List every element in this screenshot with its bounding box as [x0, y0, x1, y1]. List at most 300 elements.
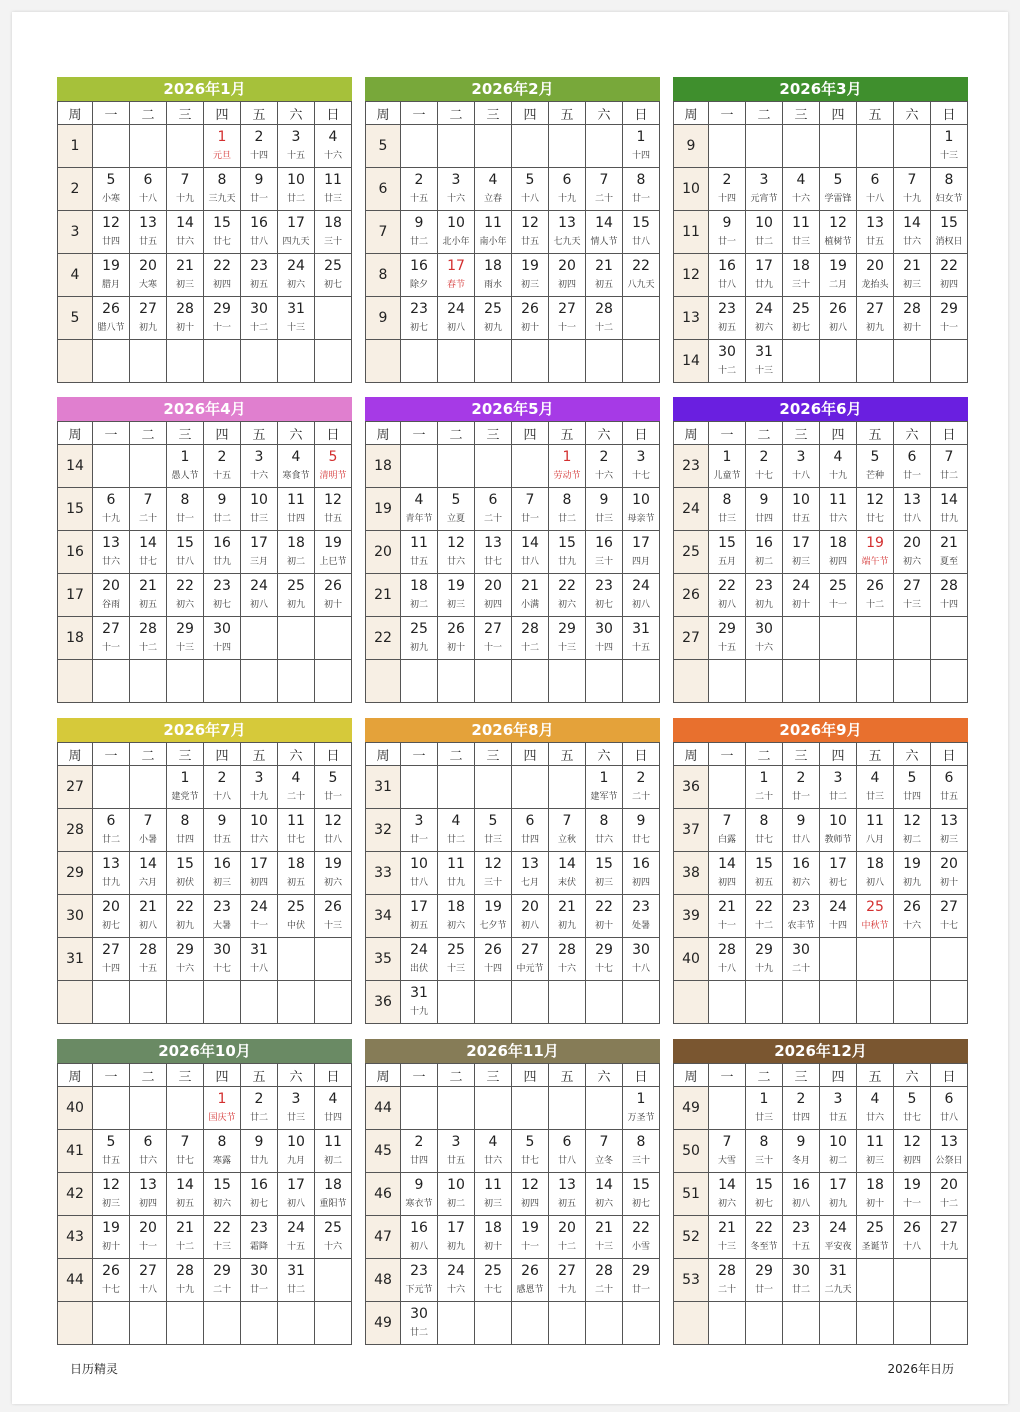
day-number: 23 — [632, 899, 650, 915]
week-row — [58, 297, 352, 340]
lunar-label: 廿七 — [483, 557, 502, 567]
day-number: 16 — [410, 258, 428, 274]
empty-day-cell — [401, 1087, 438, 1130]
day-cell — [746, 297, 783, 340]
week-row — [58, 766, 352, 809]
week-row — [366, 1259, 660, 1302]
day-number: 9 — [217, 813, 227, 829]
day-number: 10 — [250, 492, 268, 508]
day-number: 3 — [254, 449, 264, 465]
day-number: 23 — [250, 258, 268, 274]
day-cell — [820, 297, 857, 340]
lunar-label: 廿六 — [594, 835, 613, 845]
day-number: 23 — [718, 301, 736, 317]
day-cell — [783, 1173, 820, 1216]
day-cell — [93, 617, 130, 660]
lunar-label: 二十 — [791, 964, 810, 974]
empty-day-cell — [278, 938, 315, 981]
day-number: 21 — [903, 258, 921, 274]
empty-day-cell — [549, 981, 586, 1024]
lunar-label: 大雪 — [717, 1156, 736, 1166]
day-number: 5 — [451, 492, 461, 508]
day-number: 8 — [180, 492, 190, 508]
weekday-header: 三 — [167, 422, 204, 445]
day-number: 13 — [102, 535, 120, 551]
day-cell — [93, 1130, 130, 1173]
lunar-label: 初六 — [791, 878, 810, 888]
day-number: 11 — [287, 813, 305, 829]
empty-day-cell — [204, 340, 241, 383]
lunar-label: 南小年 — [479, 237, 507, 247]
day-number: 4 — [488, 1134, 498, 1150]
lunar-label: 廿六 — [483, 1156, 502, 1166]
lunar-label: 十八 — [631, 964, 650, 974]
day-cell — [241, 766, 278, 809]
day-cell — [167, 211, 204, 254]
lunar-label: 十八 — [717, 964, 736, 974]
day-number: 12 — [866, 492, 884, 508]
day-cell — [401, 254, 438, 297]
day-cell — [93, 574, 130, 617]
lunar-label: 廿八 — [791, 835, 810, 845]
lunar-label: 二十 — [631, 792, 650, 802]
day-number: 25 — [287, 899, 305, 915]
day-number: 26 — [903, 1220, 921, 1236]
empty-day-cell — [93, 660, 130, 703]
day-number: 2 — [414, 1134, 424, 1150]
empty-day-cell — [623, 981, 660, 1024]
lunar-label: 十九 — [557, 194, 576, 204]
day-cell — [130, 1259, 167, 1302]
empty-day-cell — [709, 660, 746, 703]
day-number: 13 — [558, 215, 576, 231]
day-number: 2 — [217, 770, 227, 786]
day-cell — [746, 574, 783, 617]
lunar-label: 十一 — [939, 323, 958, 333]
day-cell — [931, 766, 968, 809]
lunar-label: 初九 — [409, 643, 428, 653]
week-row — [366, 1173, 660, 1216]
lunar-label: 七月 — [520, 878, 539, 888]
week-row — [674, 531, 968, 574]
day-number: 17 — [829, 856, 847, 872]
day-cell — [746, 938, 783, 981]
lunar-label: 廿二 — [409, 237, 428, 247]
lunar-label: 消权日 — [935, 237, 963, 247]
empty-day-cell — [93, 981, 130, 1024]
empty-day-cell — [512, 125, 549, 168]
lunar-label: 十五 — [286, 151, 305, 161]
empty-day-cell — [857, 1302, 894, 1345]
week-number: 44 — [58, 1259, 93, 1302]
day-number: 25 — [324, 258, 342, 274]
day-cell — [475, 488, 512, 531]
weekday-header: 六 — [586, 743, 623, 766]
month-block — [57, 77, 352, 383]
day-cell — [512, 617, 549, 660]
empty-day-cell — [93, 1087, 130, 1130]
weekday-header: 三 — [783, 102, 820, 125]
day-number: 23 — [792, 1220, 810, 1236]
day-number: 24 — [792, 578, 810, 594]
lunar-label: 谷雨 — [101, 600, 120, 610]
lunar-label: 廿九 — [101, 878, 120, 888]
lunar-label: 初八 — [791, 1199, 810, 1209]
day-number: 4 — [870, 1091, 880, 1107]
day-number: 10 — [829, 813, 847, 829]
lunar-label: 廿三 — [791, 237, 810, 247]
day-cell — [857, 297, 894, 340]
day-cell — [278, 1216, 315, 1259]
day-cell — [93, 211, 130, 254]
day-cell — [278, 488, 315, 531]
day-number: 1 — [759, 770, 769, 786]
day-cell — [783, 211, 820, 254]
week-row — [58, 1302, 352, 1345]
day-cell — [401, 1302, 438, 1345]
day-number: 12 — [102, 1177, 120, 1193]
lunar-label: 初八 — [828, 323, 847, 333]
lunar-label: 初七 — [101, 921, 120, 931]
day-cell — [783, 254, 820, 297]
month-table — [57, 1063, 352, 1345]
day-number: 18 — [866, 856, 884, 872]
day-cell — [820, 1216, 857, 1259]
empty-day-cell — [167, 660, 204, 703]
week-row — [674, 895, 968, 938]
lunar-label: 十七 — [594, 964, 613, 974]
lunar-label: 十二 — [939, 1199, 958, 1209]
week-row — [58, 488, 352, 531]
lunar-label: 初九 — [557, 921, 576, 931]
day-cell — [401, 1216, 438, 1259]
day-number: 2 — [217, 449, 227, 465]
weekday-header: 四 — [820, 422, 857, 445]
day-cell — [783, 168, 820, 211]
day-number: 18 — [447, 899, 465, 915]
day-number: 30 — [410, 1306, 428, 1322]
day-cell — [549, 809, 586, 852]
day-cell — [709, 1130, 746, 1173]
weekday-header: 六 — [278, 102, 315, 125]
day-number: 15 — [176, 856, 194, 872]
day-cell — [746, 1259, 783, 1302]
lunar-label: 重阳节 — [319, 1199, 347, 1209]
day-number: 12 — [829, 215, 847, 231]
day-cell — [549, 445, 586, 488]
day-number: 11 — [829, 492, 847, 508]
month-title: 2026年2月 — [365, 77, 660, 101]
lunar-label: 初四 — [557, 280, 576, 290]
day-number: 16 — [213, 535, 231, 551]
weekday-header: 二 — [130, 1064, 167, 1087]
lunar-label: 大暑 — [212, 921, 231, 931]
day-number: 30 — [595, 621, 613, 637]
day-number: 23 — [792, 899, 810, 915]
day-number: 2 — [796, 770, 806, 786]
lunar-label: 初十 — [323, 600, 342, 610]
week-number-header: 周 — [58, 1064, 93, 1087]
weekday-header: 二 — [130, 743, 167, 766]
week-row — [674, 1173, 968, 1216]
weekday-header: 五 — [857, 743, 894, 766]
day-number: 25 — [792, 301, 810, 317]
lunar-label: 十八 — [791, 471, 810, 481]
weekday-header: 一 — [401, 743, 438, 766]
lunar-label: 初七 — [594, 600, 613, 610]
day-cell — [586, 531, 623, 574]
day-number: 26 — [324, 578, 342, 594]
lunar-label: 十九 — [249, 792, 268, 802]
day-cell — [204, 531, 241, 574]
empty-day-cell — [130, 660, 167, 703]
weekday-header: 四 — [820, 1064, 857, 1087]
day-number: 13 — [139, 1177, 157, 1193]
day-number: 5 — [870, 449, 880, 465]
lunar-label: 廿八 — [939, 1113, 958, 1123]
day-number: 7 — [599, 1134, 609, 1150]
week-row — [674, 809, 968, 852]
empty-day-cell — [586, 340, 623, 383]
month-table — [57, 101, 352, 383]
day-number: 25 — [410, 621, 428, 637]
day-number: 25 — [324, 1220, 342, 1236]
day-cell — [709, 574, 746, 617]
day-number: 26 — [521, 301, 539, 317]
week-number: 47 — [366, 1216, 401, 1259]
empty-day-cell — [401, 445, 438, 488]
day-cell — [401, 1130, 438, 1173]
day-number: 22 — [632, 258, 650, 274]
lunar-label: 十二 — [520, 643, 539, 653]
empty-day-cell — [475, 766, 512, 809]
month-title: 2026年7月 — [57, 718, 352, 742]
weekday-header: 日 — [623, 743, 660, 766]
day-cell — [549, 852, 586, 895]
week-number: 49 — [674, 1087, 709, 1130]
lunar-label: 寒衣节 — [405, 1199, 433, 1209]
day-number: 19 — [324, 856, 342, 872]
day-number: 5 — [525, 1134, 535, 1150]
day-cell — [512, 211, 549, 254]
day-number: 13 — [866, 215, 884, 231]
week-number: 26 — [674, 574, 709, 617]
lunar-label: 廿九 — [212, 557, 231, 567]
lunar-label: 廿八 — [631, 237, 650, 247]
week-number — [674, 660, 709, 703]
lunar-label: 廿一 — [249, 194, 268, 204]
week-row — [366, 254, 660, 297]
day-number: 26 — [903, 899, 921, 915]
day-number: 18 — [410, 578, 428, 594]
lunar-label: 初五 — [557, 1199, 576, 1209]
day-number: 16 — [213, 856, 231, 872]
day-cell — [204, 809, 241, 852]
lunar-label: 初九 — [175, 921, 194, 931]
weekday-header: 六 — [894, 422, 931, 445]
lunar-label: 廿五 — [520, 237, 539, 247]
day-cell — [512, 938, 549, 981]
day-number: 16 — [755, 535, 773, 551]
week-number: 7 — [366, 211, 401, 254]
day-number: 3 — [254, 770, 264, 786]
weekday-header: 一 — [401, 1064, 438, 1087]
day-cell — [709, 1259, 746, 1302]
day-number: 21 — [176, 258, 194, 274]
day-cell — [93, 168, 130, 211]
month-block — [57, 718, 352, 1024]
day-number: 14 — [595, 215, 613, 231]
lunar-label: 初三 — [101, 1199, 120, 1209]
day-number: 31 — [755, 344, 773, 360]
day-number: 14 — [139, 535, 157, 551]
lunar-label: 六月 — [138, 878, 157, 888]
footer-brand: 日历精灵 — [70, 1362, 119, 1376]
day-cell — [93, 1216, 130, 1259]
day-cell — [204, 168, 241, 211]
lunar-label: 十六 — [791, 194, 810, 204]
day-cell — [586, 488, 623, 531]
lunar-label: 初三 — [902, 280, 921, 290]
empty-day-cell — [315, 1259, 352, 1302]
lunar-label: 初十 — [520, 323, 539, 333]
day-cell — [278, 168, 315, 211]
day-cell — [746, 211, 783, 254]
day-cell — [315, 211, 352, 254]
lunar-label: 廿五 — [828, 1113, 847, 1123]
lunar-label: 十二 — [557, 1242, 576, 1252]
lunar-label: 廿六 — [865, 1113, 884, 1123]
lunar-label: 霜降 — [249, 1242, 268, 1252]
day-cell — [93, 488, 130, 531]
week-row — [366, 1216, 660, 1259]
day-cell — [857, 1087, 894, 1130]
empty-day-cell — [783, 617, 820, 660]
weekday-header: 四 — [204, 422, 241, 445]
day-cell — [746, 340, 783, 383]
day-number: 20 — [940, 1177, 958, 1193]
week-row — [674, 297, 968, 340]
day-number: 15 — [176, 535, 194, 551]
day-cell — [204, 938, 241, 981]
day-number: 10 — [792, 492, 810, 508]
lunar-label: 初六 — [754, 323, 773, 333]
day-number: 4 — [796, 172, 806, 188]
month-table — [57, 421, 352, 703]
day-number: 29 — [558, 621, 576, 637]
empty-day-cell — [894, 125, 931, 168]
lunar-label: 十八 — [520, 194, 539, 204]
empty-day-cell — [278, 617, 315, 660]
empty-day-cell — [931, 617, 968, 660]
day-cell — [241, 809, 278, 852]
day-number: 11 — [866, 813, 884, 829]
weekday-header: 五 — [241, 743, 278, 766]
day-cell — [204, 488, 241, 531]
day-number: 23 — [595, 578, 613, 594]
day-number: 22 — [755, 1220, 773, 1236]
day-number: 12 — [521, 215, 539, 231]
month-title: 2026年8月 — [365, 718, 660, 742]
lunar-label: 廿七 — [631, 835, 650, 845]
day-cell — [241, 1173, 278, 1216]
lunar-label: 廿七 — [520, 1156, 539, 1166]
day-number: 23 — [213, 899, 231, 915]
lunar-label: 十一 — [249, 921, 268, 931]
week-row — [674, 340, 968, 383]
lunar-label: 三十 — [483, 878, 502, 888]
empty-day-cell — [709, 1087, 746, 1130]
lunar-label: 十九 — [175, 1285, 194, 1295]
empty-day-cell — [512, 981, 549, 1024]
lunar-label: 初九 — [138, 323, 157, 333]
week-number: 46 — [366, 1173, 401, 1216]
weekday-header: 三 — [167, 743, 204, 766]
day-cell — [623, 168, 660, 211]
week-number: 50 — [674, 1130, 709, 1173]
empty-day-cell — [130, 125, 167, 168]
empty-day-cell — [438, 660, 475, 703]
week-number: 51 — [674, 1173, 709, 1216]
day-cell — [315, 1173, 352, 1216]
lunar-label: 廿四 — [754, 514, 773, 524]
lunar-label: 廿三 — [865, 792, 884, 802]
day-number: 5 — [328, 770, 338, 786]
day-number: 25 — [287, 578, 305, 594]
day-number: 6 — [944, 1091, 954, 1107]
lunar-label: 廿一 — [717, 237, 736, 247]
lunar-label: 廿五 — [939, 792, 958, 802]
week-row — [366, 852, 660, 895]
empty-day-cell — [820, 1302, 857, 1345]
day-cell — [241, 852, 278, 895]
day-cell — [931, 168, 968, 211]
day-cell — [783, 895, 820, 938]
lunar-label: 出伏 — [409, 964, 428, 974]
month-block — [365, 77, 660, 383]
lunar-label: 廿四 — [791, 1113, 810, 1123]
month-block — [673, 397, 968, 703]
lunar-label: 二十 — [286, 792, 305, 802]
week-row — [674, 1130, 968, 1173]
day-cell — [709, 809, 746, 852]
day-cell — [315, 809, 352, 852]
day-cell — [783, 852, 820, 895]
lunar-label: 初三 — [212, 878, 231, 888]
lunar-label: 初七 — [212, 600, 231, 610]
weekday-header: 日 — [315, 102, 352, 125]
week-number: 36 — [366, 981, 401, 1024]
lunar-label: 廿一 — [520, 514, 539, 524]
week-number: 6 — [366, 168, 401, 211]
empty-day-cell — [820, 617, 857, 660]
day-cell — [241, 125, 278, 168]
lunar-label: 十一 — [828, 600, 847, 610]
lunar-label: 廿二 — [791, 1285, 810, 1295]
day-cell — [549, 574, 586, 617]
lunar-label: 廿二 — [828, 792, 847, 802]
day-cell — [438, 574, 475, 617]
day-cell — [512, 168, 549, 211]
day-number: 25 — [866, 1220, 884, 1236]
lunar-label: 二十 — [717, 1285, 736, 1295]
day-cell — [130, 1173, 167, 1216]
day-cell — [931, 809, 968, 852]
lunar-label: 十三 — [557, 643, 576, 653]
lunar-label: 初十 — [791, 600, 810, 610]
day-number: 2 — [636, 770, 646, 786]
day-cell — [894, 1130, 931, 1173]
